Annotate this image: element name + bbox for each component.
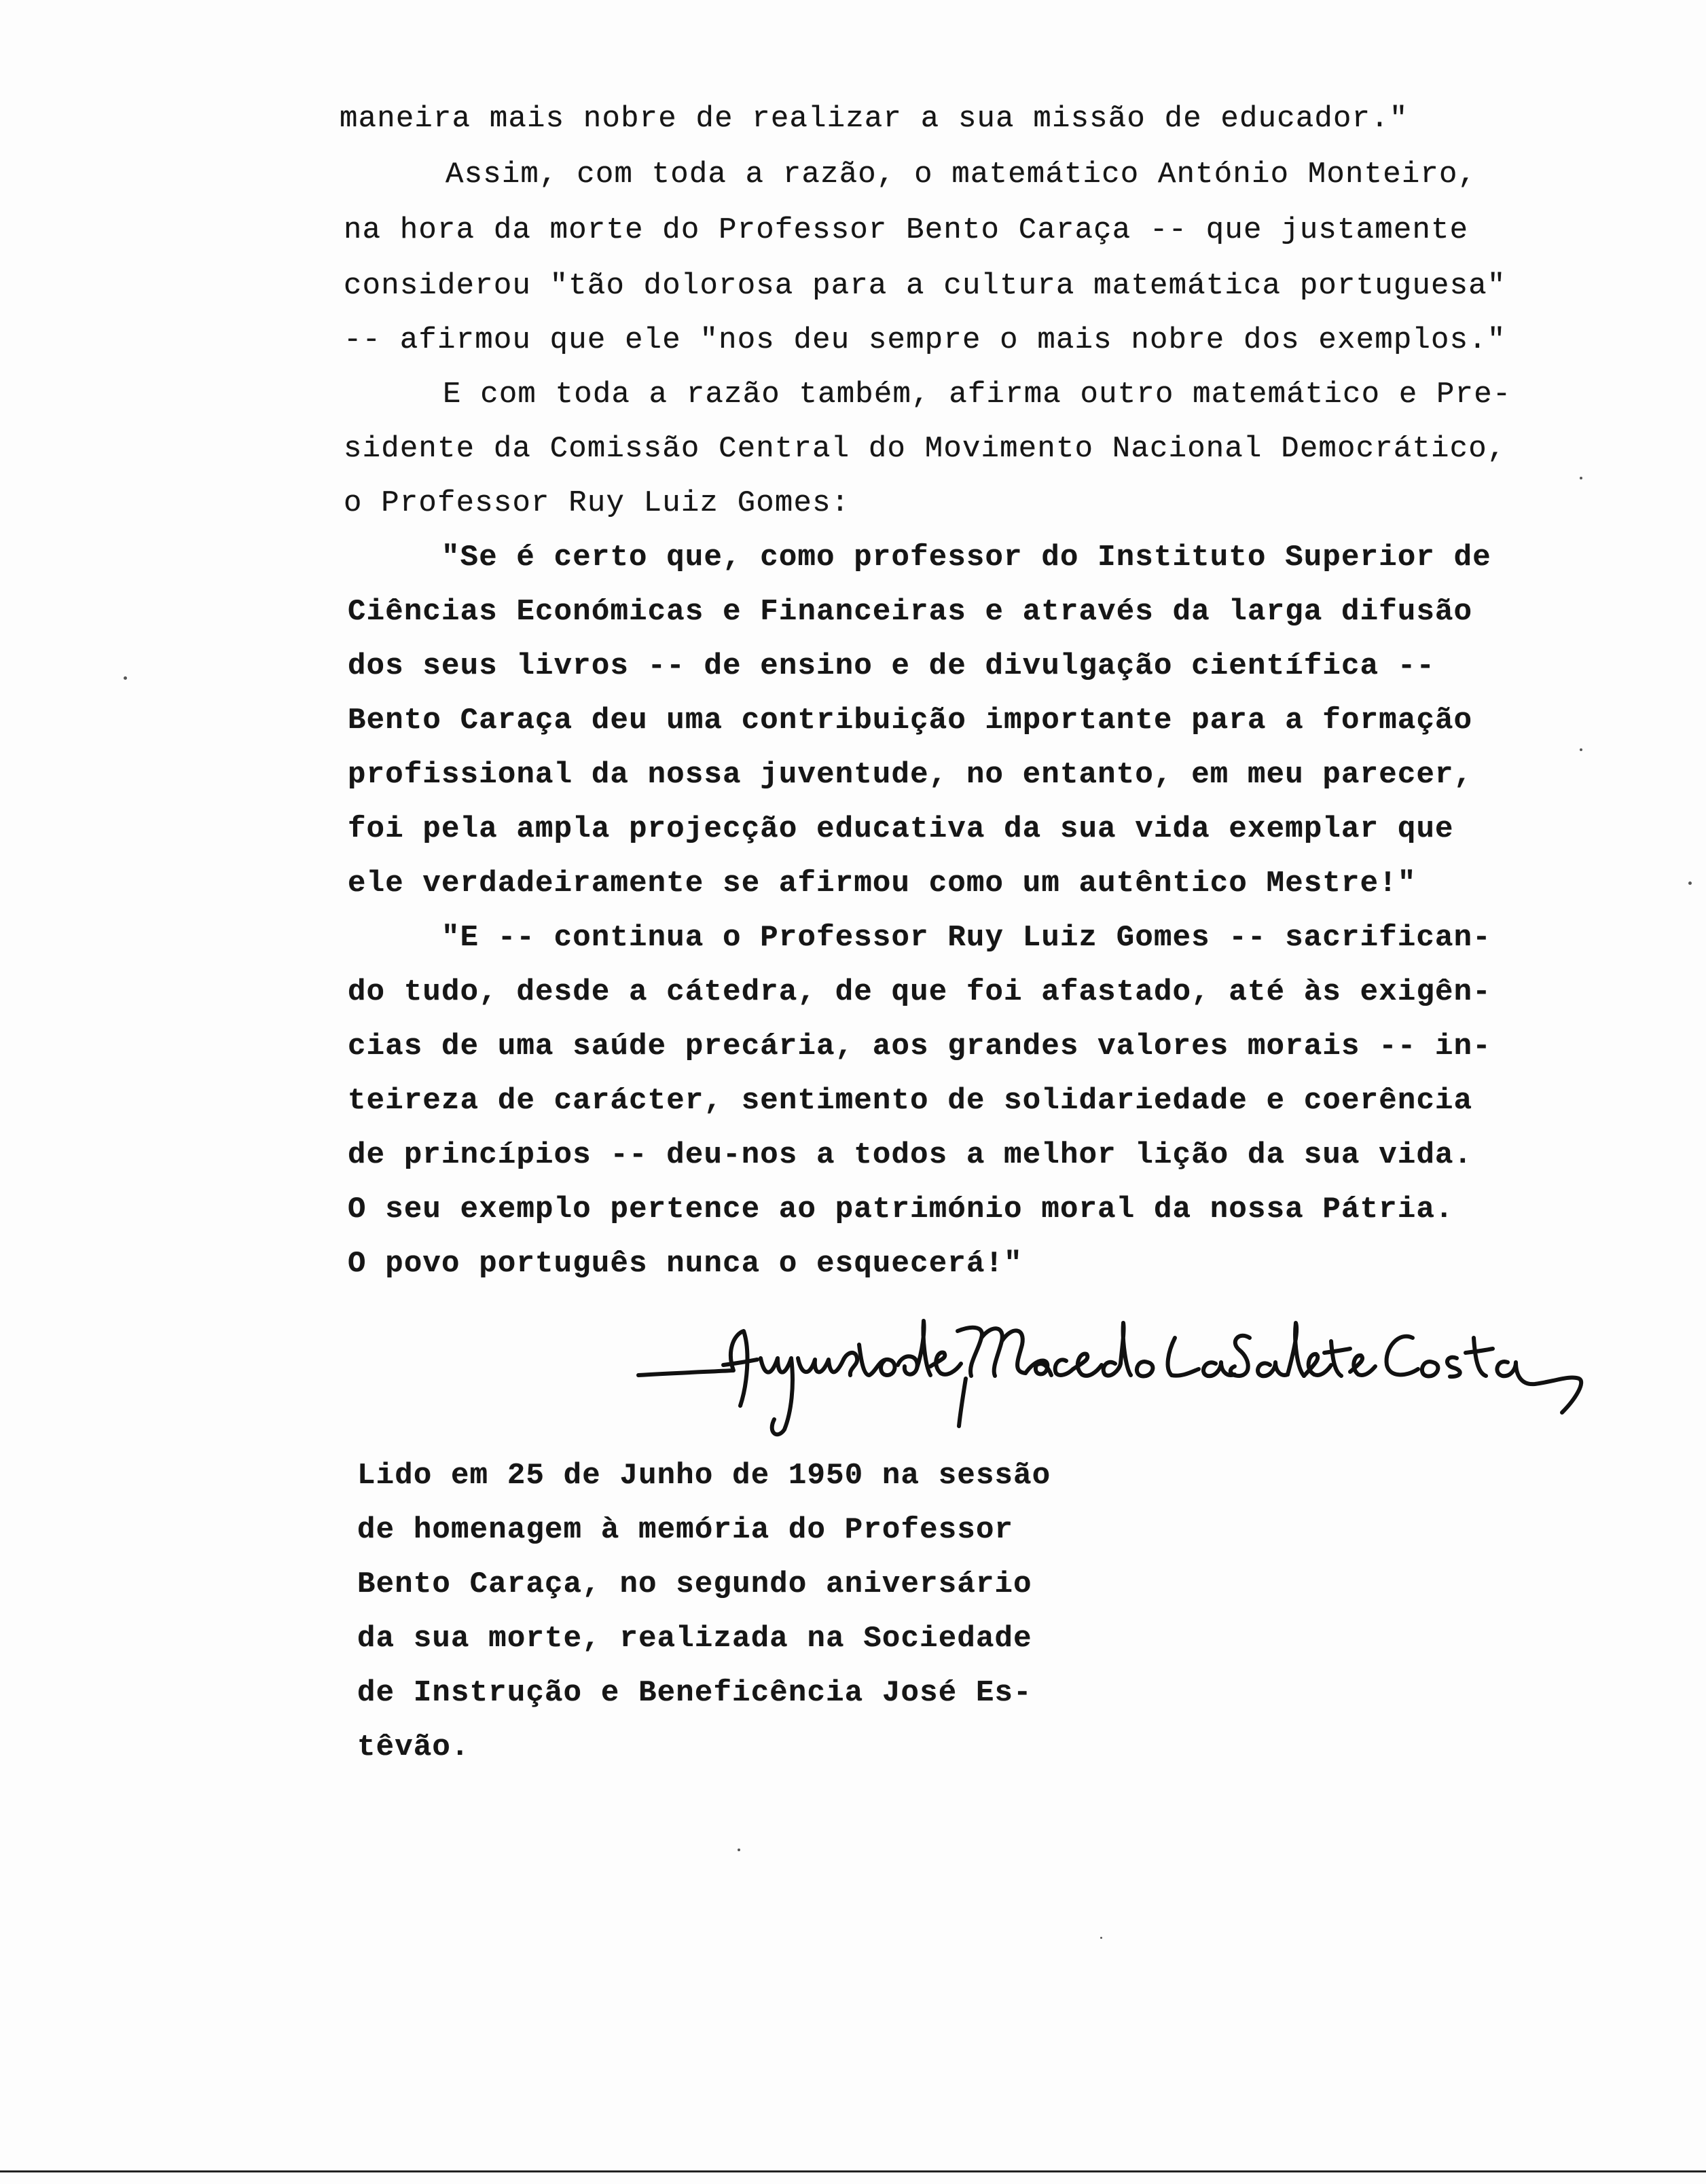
quote-line-6: foi pela ampla projecção educativa da sua vida exemplar que <box>348 812 1454 846</box>
quote-line-13: O seu exemplo pertence ao património moral da nossa Pátria. <box>348 1193 1454 1226</box>
body-line-7: sidente da Comissão Central do Movimento Nacional Democrático, <box>344 432 1506 466</box>
quote-line-11: teireza de carácter, sentimento de solidariedade e coerência <box>348 1084 1473 1118</box>
quote-line-1: "Se é certo que, como professor do Instituto Superior de <box>441 541 1491 575</box>
scan-edge-line <box>0 2170 1706 2172</box>
body-line-5: -- afirmou que ele "nos deu sempre o mais nobre dos exemplos." <box>344 323 1506 357</box>
handwritten-signature <box>632 1311 1596 1474</box>
scan-speck <box>1580 748 1582 751</box>
quote-line-3: dos seus livros -- de ensino e de divulgação científica -- <box>348 649 1436 683</box>
quote-line-14: O povo português nunca o esquecerá!" <box>348 1247 1023 1281</box>
body-line-6: E com toda a razão também, afirma outro matemático e Pre- <box>443 378 1512 412</box>
body-line-8: o Professor Ruy Luiz Gomes: <box>344 486 850 520</box>
body-line-2: Assim, com toda a razão, o matemático António Monteiro, <box>446 158 1477 192</box>
note-line-4: da sua morte, realizada na Sociedade <box>357 1622 1032 1656</box>
scan-speck <box>1580 477 1582 479</box>
quote-line-9: do tudo, desde a cátedra, de que foi afastado, até às exigên- <box>348 975 1491 1009</box>
quote-line-2: Ciências Económicas e Financeiras e através da larga difusão <box>348 595 1473 629</box>
body-line-3: na hora da morte do Professor Bento Caraça -- que justamente <box>344 213 1469 247</box>
note-line-3: Bento Caraça, no segundo aniversário <box>357 1567 1032 1601</box>
quote-line-12: de princípios -- deu-nos a todos a melhor lição da sua vida. <box>348 1138 1473 1172</box>
body-line-4: considerou "tão dolorosa para a cultura matemática portuguesa" <box>344 269 1506 303</box>
scan-speck <box>738 1849 740 1851</box>
note-line-1: Lido em 25 de Junho de 1950 na sessão <box>357 1459 1051 1493</box>
quote-line-4: Bento Caraça deu uma contribuição importante para a formação <box>348 704 1473 738</box>
quote-line-5: profissional da nossa juventude, no entanto, em meu parecer, <box>348 758 1473 792</box>
quote-line-7: ele verdadeiramente se afirmou como um autêntico Mestre!" <box>348 867 1417 900</box>
body-line-1: maneira mais nobre de realizar a sua missão de educador." <box>340 102 1409 136</box>
scan-speck <box>1100 1937 1102 1939</box>
quote-line-8: "E -- continua o Professor Ruy Luiz Gomes -- sacrifican- <box>441 921 1491 955</box>
note-line-2: de homenagem à memória do Professor <box>357 1513 1014 1547</box>
note-line-6: têvão. <box>357 1730 470 1764</box>
scan-speck <box>124 676 127 680</box>
quote-line-10: cias de uma saúde precária, aos grandes valores morais -- in- <box>348 1030 1491 1063</box>
note-line-5: de Instrução e Beneficência José Es- <box>357 1676 1032 1710</box>
scan-speck <box>1688 881 1692 885</box>
